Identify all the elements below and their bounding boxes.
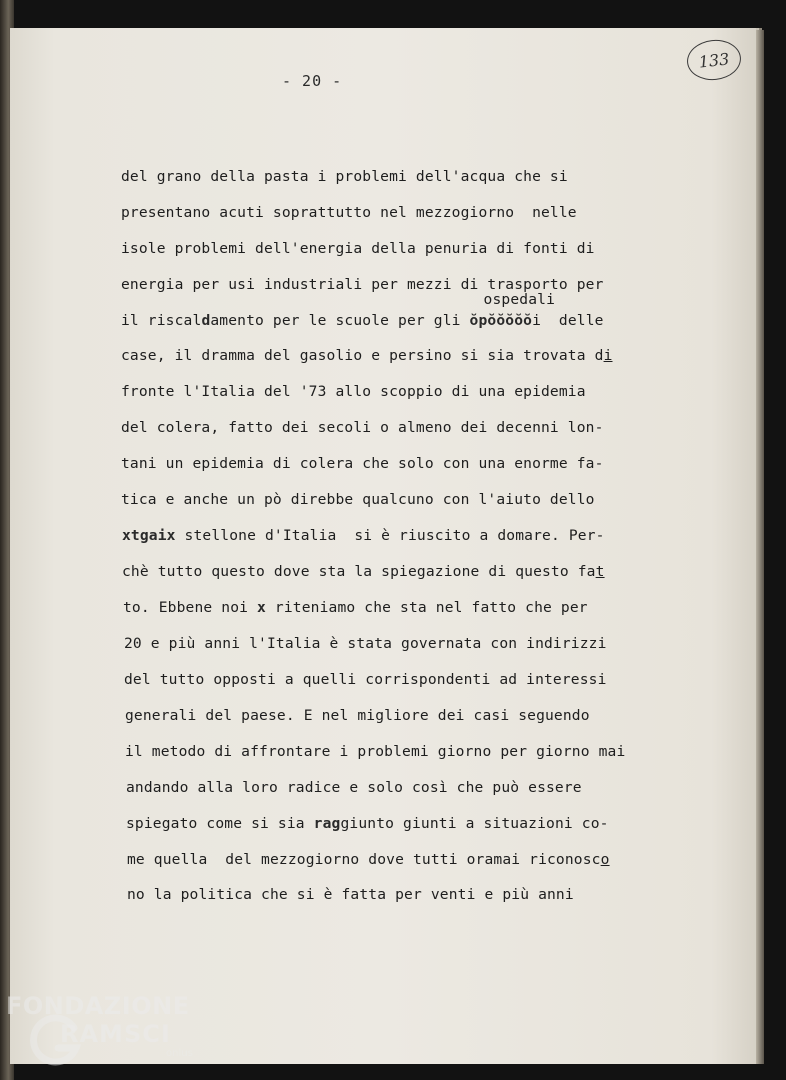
line5-correction bbox=[469, 291, 556, 329]
page-number: - 20 - bbox=[282, 72, 343, 90]
text-line-3: isole problemi dell'energia della penuria di fonti di bbox=[121, 240, 595, 257]
line19-after: giunto giunti a situazioni co- bbox=[340, 815, 609, 832]
line11-struck: xtgaix bbox=[122, 527, 176, 544]
line19-main: spiegato come si sia bbox=[126, 815, 314, 832]
line5-struck-2: ŏpŏŏŏŏŏ bbox=[469, 312, 533, 329]
text-line-11 bbox=[122, 527, 605, 544]
text-line-2: presentano acuti soprattutto nel mezzogiorno nelle bbox=[121, 204, 577, 221]
line13-main: to. Ebbene noi bbox=[123, 599, 258, 616]
line5-after-2: i delle bbox=[532, 312, 604, 329]
line5-struck-1: d bbox=[201, 312, 211, 329]
text-line-6 bbox=[121, 347, 613, 364]
line5-before: il riscal bbox=[121, 312, 202, 329]
line11-after: stellone d'Italia si è riuscito a domare. Per- bbox=[175, 527, 605, 544]
line13-struck: x bbox=[257, 599, 266, 616]
text-line-9: tani un epidemia di colera che solo con una enorme fa- bbox=[121, 455, 604, 472]
text-line-1: del grano della pasta i problemi dell'acqua che si bbox=[121, 168, 568, 185]
text-line-17: il metodo di affrontare i problemi giorno per giorno mai bbox=[125, 743, 626, 760]
text-line-13 bbox=[123, 599, 588, 616]
text-line-8: del colera, fatto dei secoli o almeno dei decenni lon- bbox=[121, 419, 604, 436]
line20-main: me quella del mezzogiorno dove tutti oramai riconosc bbox=[127, 851, 601, 868]
line20-underlined: o bbox=[600, 851, 610, 868]
text-line-18: andando alla loro radice e solo così che può essere bbox=[126, 779, 582, 796]
archive-number-text: 133 bbox=[697, 48, 731, 72]
text-line-16: generali del paese. E nel migliore dei casi seguendo bbox=[125, 707, 590, 724]
watermark-line-2: RAMSCI bbox=[60, 1020, 171, 1048]
text-line-5 bbox=[121, 291, 604, 329]
line12-main: chè tutto questo dove sta la spiegazione di questo fa bbox=[122, 563, 596, 580]
line12-underlined: t bbox=[595, 563, 605, 580]
text-line-10: tica e anche un pò direbbe qualcuno con l'aiuto dello bbox=[121, 491, 595, 508]
text-line-12 bbox=[122, 563, 605, 580]
text-line-19 bbox=[126, 815, 609, 832]
text-line-15: del tutto opposti a quelli corrispondenti ad interessi bbox=[124, 671, 607, 688]
text-line-21: no la politica che si è fatta per venti e più anni bbox=[127, 886, 574, 903]
line5-insertion: ospedali bbox=[483, 291, 556, 308]
line19-struck: rag bbox=[313, 815, 341, 832]
text-line-20 bbox=[127, 851, 610, 868]
text-line-4: energia per usi industriali per mezzi di trasporto per bbox=[121, 276, 604, 293]
page-stack-edge bbox=[756, 30, 764, 1064]
line6-main: case, il dramma del gasolio e persino si sia trovata d bbox=[121, 347, 604, 364]
text-line-7: fronte l'Italia del '73 allo scoppio di una epidemia bbox=[121, 383, 586, 400]
watermark-line-1: FONDAZIONE bbox=[6, 992, 190, 1020]
line5-after-1: amento per le scuole per gli bbox=[210, 312, 470, 329]
watermark-suffix: onlus bbox=[166, 1048, 193, 1059]
line6-underlined: i bbox=[603, 347, 613, 364]
line13-after: riteniamo che sta nel fatto che per bbox=[265, 599, 588, 616]
text-line-14: 20 e più anni l'Italia è stata governata con indirizzi bbox=[124, 635, 607, 652]
fondazione-gramsci-watermark bbox=[6, 992, 206, 1074]
